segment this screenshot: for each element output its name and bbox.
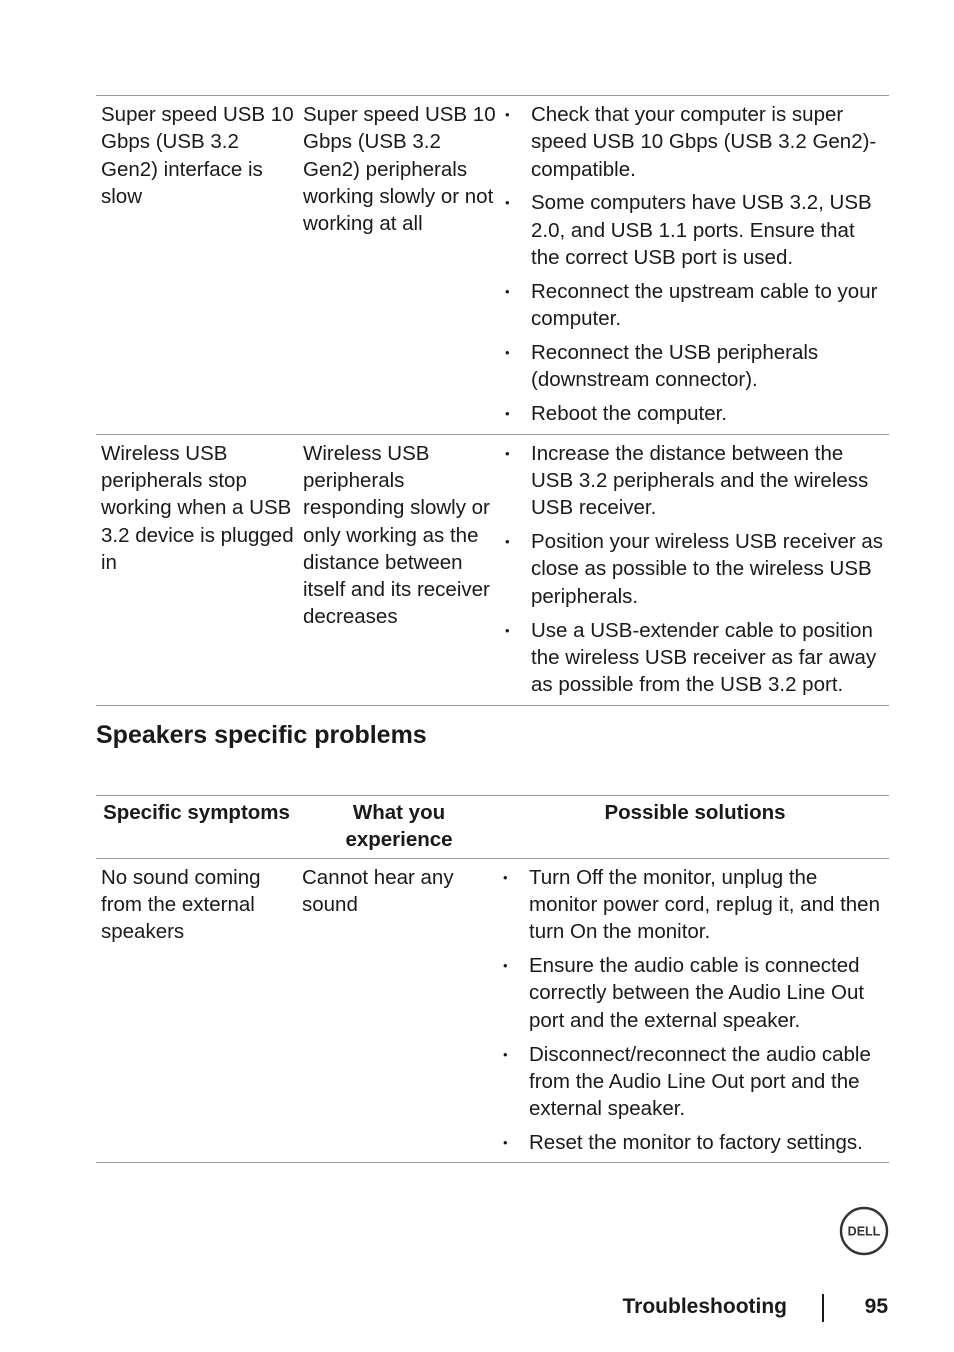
list-item: • Ensure the audio cable is connected correctly between the Audio Line Out port and the external speaker. <box>501 952 885 1034</box>
symptom-cell: No sound coming from the external speakers <box>96 858 297 1163</box>
experience-cell: Cannot hear any sound <box>297 858 501 1163</box>
solutions-list <box>501 864 885 1157</box>
footer-section-name: Troubleshooting <box>622 1295 787 1318</box>
dell-logo-icon <box>839 1206 889 1256</box>
list-item: • Reconnect the USB peripherals (downstream connector). <box>503 339 885 394</box>
list-item: • Increase the distance between the USB 3.2 peripherals and the wireless USB receiver. <box>503 440 885 522</box>
solutions-cell <box>503 434 889 705</box>
header-experience: What you experience <box>297 796 501 859</box>
table-header-row <box>96 796 889 859</box>
list-item: • Reconnect the upstream cable to your computer. <box>503 278 885 333</box>
header-solutions: Possible solutions <box>501 796 889 859</box>
solutions-list <box>503 101 885 428</box>
page-number: 95 <box>864 1295 888 1318</box>
experience-cell: Wireless USB peripherals responding slowly or only working as the distance between itself and its receiver decreases <box>298 434 503 705</box>
header-symptoms: Specific symptoms <box>96 796 297 859</box>
solutions-cell <box>503 96 889 435</box>
list-item: • Disconnect/reconnect the audio cable from the Audio Line Out port and the external speaker. <box>501 1041 885 1123</box>
table-row <box>96 858 889 1163</box>
list-item: • Reset the monitor to factory settings. <box>501 1129 885 1156</box>
symptom-cell: Wireless USB peripherals stop working when a USB 3.2 device is plugged in <box>96 434 298 705</box>
list-item: • Check that your computer is super speed USB 10 Gbps (USB 3.2 Gen2)-compatible. <box>503 101 885 183</box>
footer-divider <box>822 1294 824 1322</box>
list-item: • Reboot the computer. <box>503 400 885 427</box>
speakers-problems-table <box>96 795 889 1163</box>
list-item: • Turn Off the monitor, unplug the monitor power cord, replug it, and then turn On the monitor. <box>501 864 885 946</box>
table-row <box>96 96 889 435</box>
table-row <box>96 434 889 705</box>
section-title: Speakers specific problems <box>96 721 427 749</box>
list-item: • Position your wireless USB receiver as close as possible to the wireless USB peripherals. <box>503 528 885 610</box>
logo-text: DELL <box>847 1224 881 1239</box>
solutions-list <box>503 440 885 699</box>
symptom-cell: Super speed USB 10 Gbps (USB 3.2 Gen2) interface is slow <box>96 96 298 435</box>
list-item: • Use a USB-extender cable to position the wireless USB receiver as far away as possible from the USB 3.2 port. <box>503 617 885 699</box>
solutions-cell <box>501 858 889 1163</box>
usb-problems-table <box>96 95 889 706</box>
list-item: • Some computers have USB 3.2, USB 2.0, and USB 1.1 ports. Ensure that the correct USB port is used. <box>503 189 885 271</box>
experience-cell: Super speed USB 10 Gbps (USB 3.2 Gen2) peripherals working slowly or not working at all <box>298 96 503 435</box>
